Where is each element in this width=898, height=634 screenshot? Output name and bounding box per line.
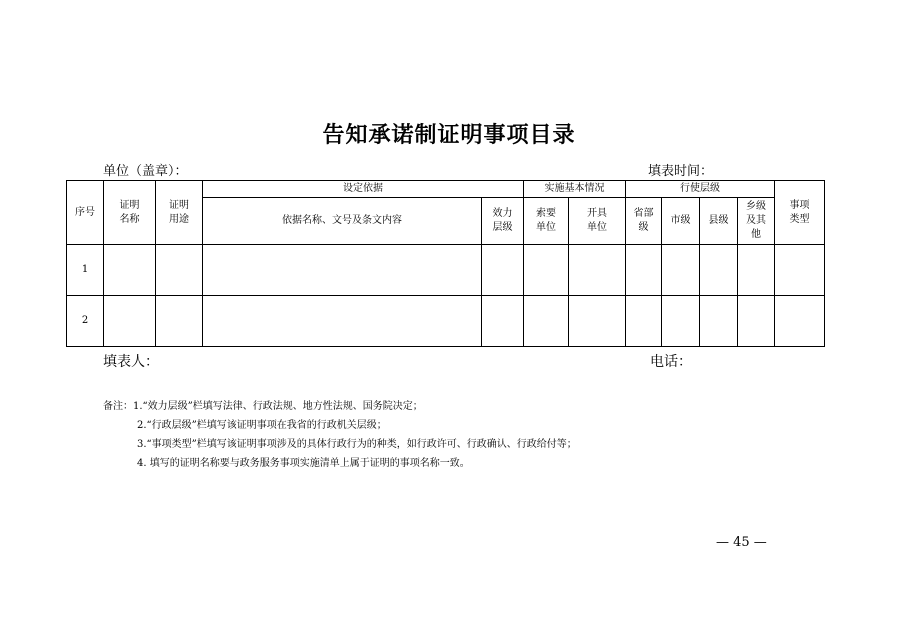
header-cert-purpose bbox=[156, 181, 203, 245]
header-serial: 序号 bbox=[67, 181, 104, 245]
notes-section bbox=[103, 397, 577, 473]
table-row bbox=[67, 296, 825, 347]
header-request-unit bbox=[524, 198, 569, 245]
header-effect-level-text: 效力层级 bbox=[492, 208, 513, 233]
header-cert-name bbox=[104, 181, 156, 245]
header-item-type bbox=[775, 181, 825, 245]
note-line bbox=[103, 397, 577, 416]
row-cell bbox=[156, 245, 203, 296]
note-line bbox=[103, 416, 577, 435]
header-effect-level bbox=[482, 198, 524, 245]
row-cell bbox=[482, 245, 524, 296]
header-province-text: 省部级 bbox=[633, 208, 654, 233]
header-basis-group: 设定依据 bbox=[203, 181, 524, 198]
row-cell bbox=[700, 296, 738, 347]
row-cell bbox=[738, 296, 775, 347]
header-province bbox=[626, 198, 662, 245]
header-admin-group: 行使层级 bbox=[626, 181, 775, 198]
header-cert-purpose-text: 证明用途 bbox=[169, 199, 189, 225]
filler-label: 填表人： bbox=[103, 354, 159, 370]
header-county: 县级 bbox=[700, 198, 738, 245]
notes-prefix: 备注： bbox=[103, 401, 133, 412]
row-cell bbox=[700, 245, 738, 296]
row-cell bbox=[156, 296, 203, 347]
row-cell bbox=[104, 296, 156, 347]
document-title: 告知承诺制证明事项目录 bbox=[322, 123, 576, 148]
header-item-type-text: 事项类型 bbox=[789, 199, 810, 225]
fill-date-label: 填表时间： bbox=[648, 164, 714, 179]
header-township-text: 乡级及其他 bbox=[746, 201, 766, 240]
header-issue-unit-text: 开具单位 bbox=[587, 208, 607, 233]
row-cell bbox=[662, 296, 700, 347]
row-cell bbox=[626, 245, 662, 296]
row-cell bbox=[482, 296, 524, 347]
row-cell bbox=[203, 245, 482, 296]
row-cell bbox=[104, 245, 156, 296]
row-cell bbox=[662, 245, 700, 296]
row-cell bbox=[775, 245, 825, 296]
row-cell bbox=[203, 296, 482, 347]
unit-stamp-label: 单位（盖章）： bbox=[103, 164, 188, 179]
header-impl-group: 实施基本情况 bbox=[524, 181, 626, 198]
header-city: 市级 bbox=[662, 198, 700, 245]
row-cell bbox=[775, 296, 825, 347]
row-serial: 2 bbox=[67, 296, 104, 347]
header-basis-content: 依据名称、文号及条文内容 bbox=[203, 198, 482, 245]
note-line bbox=[103, 454, 577, 473]
page-number: — 45 — bbox=[716, 535, 767, 550]
header-issue-unit bbox=[569, 198, 626, 245]
row-cell bbox=[524, 296, 569, 347]
row-cell bbox=[524, 245, 569, 296]
row-cell bbox=[569, 245, 626, 296]
header-request-unit-text: 索要单位 bbox=[536, 208, 556, 233]
header-cert-name-text: 证明名称 bbox=[119, 199, 140, 225]
row-cell bbox=[569, 296, 626, 347]
note-item: 1.“效力层级”栏填写法律、行政法规、地方性法规、国务院决定； bbox=[133, 401, 423, 412]
table-row bbox=[67, 245, 825, 296]
phone-label: 电话： bbox=[650, 354, 692, 370]
row-serial: 1 bbox=[67, 245, 104, 296]
note-item: 4. 填写的证明名称要与政务服务事项实施清单上属于证明的事项名称一致。 bbox=[137, 458, 470, 469]
note-item: 2.“行政层级”栏填写该证明事项在我省的行政机关层级； bbox=[137, 420, 387, 431]
row-cell bbox=[626, 296, 662, 347]
certification-table bbox=[66, 180, 825, 347]
row-cell bbox=[738, 245, 775, 296]
header-township bbox=[738, 198, 775, 245]
note-line bbox=[103, 435, 577, 454]
note-item: 3.“事项类型”栏填写该证明事项涉及的具体行政行为的种类，如行政许可、行政确认、行政给付等； bbox=[137, 439, 577, 450]
